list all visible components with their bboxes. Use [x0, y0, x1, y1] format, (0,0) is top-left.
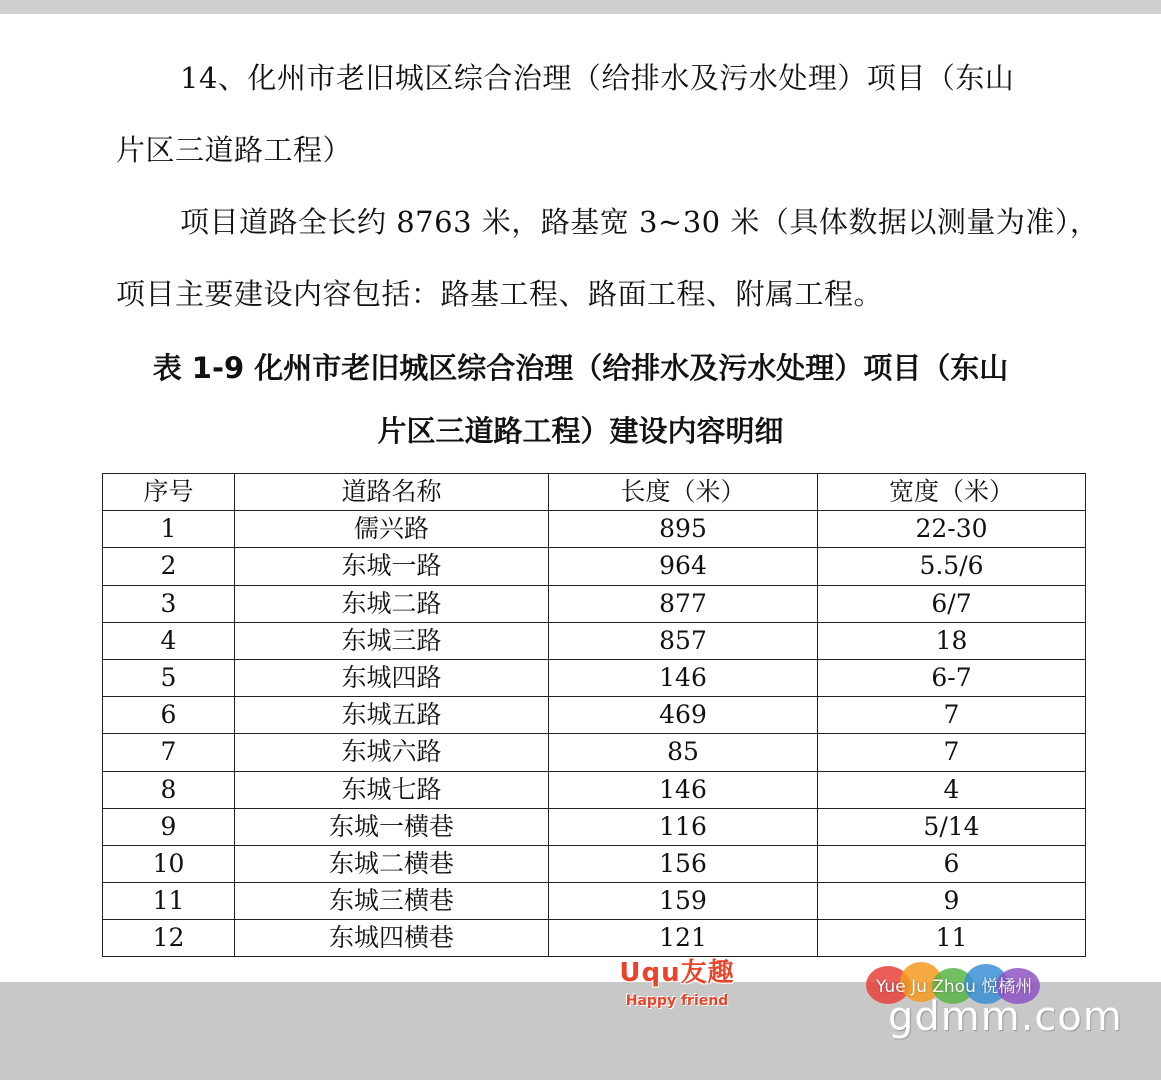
- uqu-watermark: [612, 952, 742, 1009]
- paragraph-description: 项目道路全长约 8763 米，路基宽 3~30 米（具体数据以测量为准），: [180, 205, 1100, 239]
- cell-index: 1: [103, 511, 235, 548]
- road-spec-table: [102, 473, 1086, 957]
- cell-length: 85: [549, 734, 818, 771]
- cell-road-name: 东城二横巷: [235, 845, 549, 882]
- table-row: [103, 548, 1086, 585]
- site-watermark: gdmm.com: [888, 994, 1123, 1040]
- cell-width: 4: [818, 771, 1086, 808]
- cell-road-name: 东城五路: [235, 697, 549, 734]
- table-row: [103, 771, 1086, 808]
- cell-index: 9: [103, 808, 235, 845]
- table-row: [103, 808, 1086, 845]
- table-row: [103, 883, 1086, 920]
- table-row: [103, 511, 1086, 548]
- cell-width: 5.5/6: [818, 548, 1086, 585]
- cell-width: 9: [818, 883, 1086, 920]
- cell-length: 895: [549, 511, 818, 548]
- table-row: [103, 697, 1086, 734]
- cell-index: 4: [103, 622, 235, 659]
- table-caption: 表 1-9 化州市老旧城区综合治理（给排水及污水处理）项目（东山: [152, 351, 1009, 385]
- table-row: [103, 622, 1086, 659]
- header-road-name: 道路名称: [235, 474, 549, 511]
- table-row: [103, 659, 1086, 696]
- cell-index: 5: [103, 659, 235, 696]
- cell-length: 857: [549, 622, 818, 659]
- cell-index: 12: [103, 920, 235, 957]
- uqu-watermark-subtitle: Happy friend: [625, 993, 729, 1009]
- cell-road-name: 东城七路: [235, 771, 549, 808]
- cell-length: 159: [549, 883, 818, 920]
- cell-index: 8: [103, 771, 235, 808]
- cell-width: 18: [818, 622, 1086, 659]
- cell-length: 146: [549, 771, 818, 808]
- cell-width: 11: [818, 920, 1086, 957]
- table-row: [103, 845, 1086, 882]
- cell-length: 116: [549, 808, 818, 845]
- cell-length: 877: [549, 585, 818, 622]
- cell-index: 6: [103, 697, 235, 734]
- cell-road-name: 儒兴路: [235, 511, 549, 548]
- table-row: [103, 585, 1086, 622]
- cell-length: 156: [549, 845, 818, 882]
- table-header-row: [103, 474, 1086, 511]
- header-index: 序号: [103, 474, 235, 511]
- paragraph-project-title: 14、化州市老旧城区综合治理（给排水及污水处理）项目（东山: [180, 61, 1015, 95]
- cell-index: 11: [103, 883, 235, 920]
- cell-width: 6/7: [818, 585, 1086, 622]
- cell-width: 6-7: [818, 659, 1086, 696]
- table-row: [103, 734, 1086, 771]
- cell-length: 146: [549, 659, 818, 696]
- uqu-watermark-title: Uqu友趣: [619, 958, 735, 988]
- yuejuzhou-watermark-text: Yue Ju Zhou 悦橘州: [876, 977, 1033, 997]
- cell-width: 5/14: [818, 808, 1086, 845]
- cell-index: 2: [103, 548, 235, 585]
- header-length: 长度（米）: [549, 474, 818, 511]
- table-caption-cont: 片区三道路工程）建设内容明细: [377, 414, 784, 448]
- cell-road-name: 东城二路: [235, 585, 549, 622]
- cell-length: 121: [549, 920, 818, 957]
- cell-road-name: 东城三横巷: [235, 883, 549, 920]
- cell-length: 964: [549, 548, 818, 585]
- cell-index: 7: [103, 734, 235, 771]
- cell-width: 7: [818, 697, 1086, 734]
- cell-road-name: 东城六路: [235, 734, 549, 771]
- cell-index: 3: [103, 585, 235, 622]
- header-width: 宽度（米）: [818, 474, 1086, 511]
- paragraph-description-cont: 项目主要建设内容包括：路基工程、路面工程、附属工程。: [116, 277, 884, 311]
- cell-road-name: 东城四横巷: [235, 920, 549, 957]
- cell-road-name: 东城四路: [235, 659, 549, 696]
- cell-road-name: 东城一路: [235, 548, 549, 585]
- paragraph-project-title-cont: 片区三道路工程）: [116, 133, 353, 167]
- cell-width: 6: [818, 845, 1086, 882]
- cell-width: 22-30: [818, 511, 1086, 548]
- cell-road-name: 东城一横巷: [235, 808, 549, 845]
- cell-road-name: 东城三路: [235, 622, 549, 659]
- cell-index: 10: [103, 845, 235, 882]
- cell-length: 469: [549, 697, 818, 734]
- table-row: [103, 920, 1086, 957]
- top-strip: [0, 0, 1161, 14]
- cell-width: 7: [818, 734, 1086, 771]
